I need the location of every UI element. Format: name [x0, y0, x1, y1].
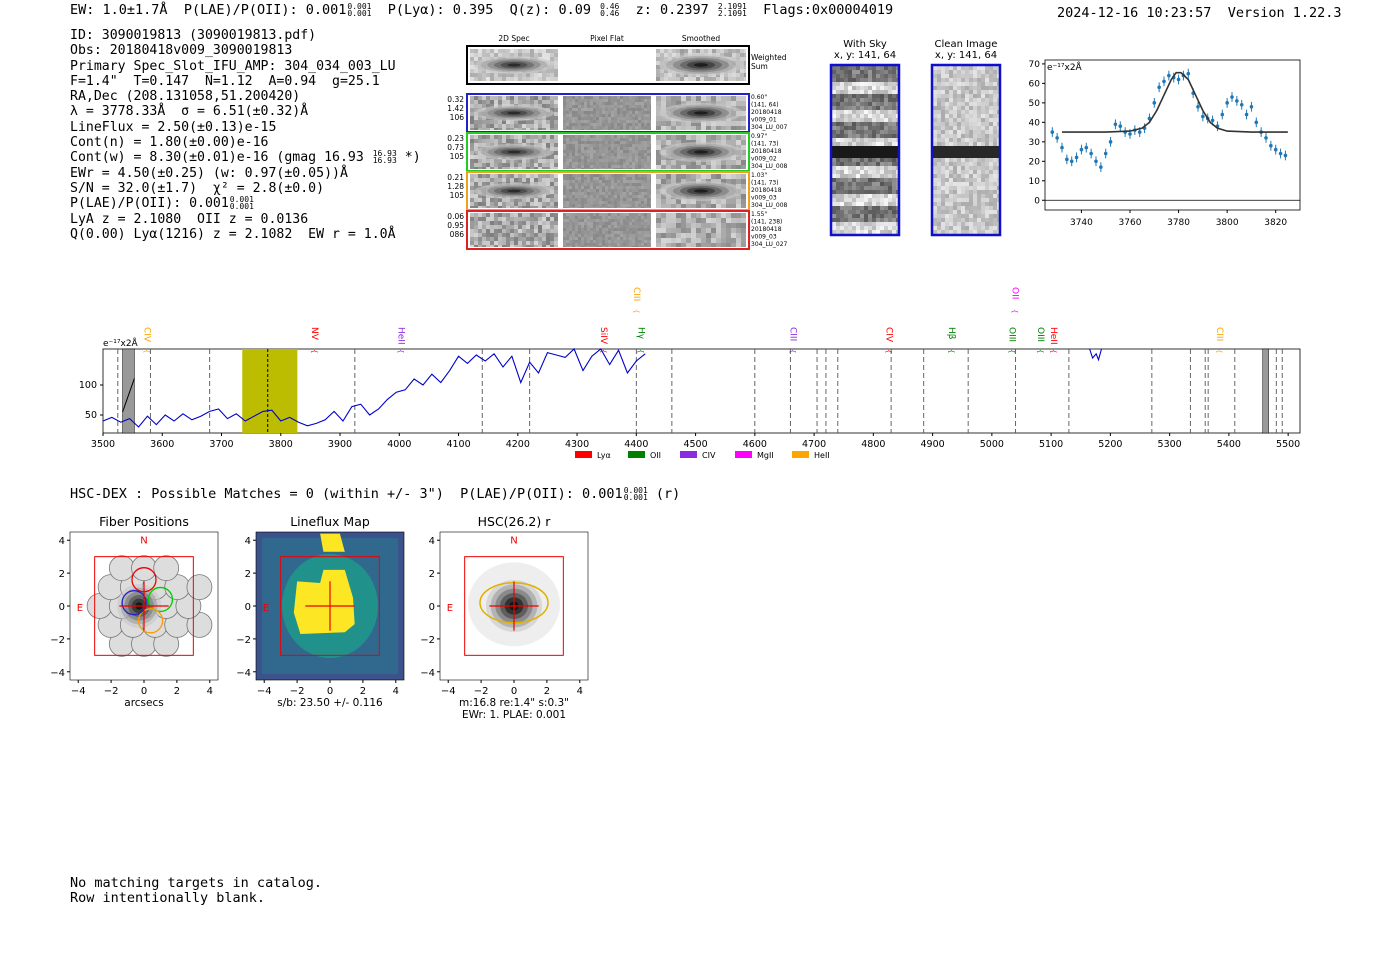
panel-ytick-label: 2	[244, 569, 251, 581]
fit-xtick-label: 3780	[1167, 218, 1191, 228]
panel-xlabel: s/b: 23.50 +/- 0.116	[277, 697, 383, 709]
panel-xtick-label: −2	[103, 686, 119, 697]
cutout-row-right-label: v009_03	[751, 194, 777, 202]
row-2dspec-source	[474, 144, 554, 160]
cutout-row-left-label: 0.23	[447, 134, 464, 143]
fit-data-point	[1114, 122, 1118, 126]
cutout-row-left-label: 086	[449, 230, 464, 239]
panel-xtick-label: 2	[543, 686, 551, 697]
fit-data-point	[1196, 105, 1200, 109]
panel-ytick-label: 0	[244, 602, 251, 613]
spectrum-xtick-label: 4700	[801, 439, 827, 450]
fit-data-point	[1084, 146, 1088, 150]
panel-xlabel: m:16.8 re:1.4" s:0.3"	[459, 697, 569, 709]
spectral-line-bracket: {	[884, 349, 893, 354]
spectral-line-bracket: {	[636, 349, 645, 354]
cutout-row-right-label: v009_01	[751, 116, 777, 124]
info-lambda: λ = 3778.33Å σ = 6.51(±0.32)Å	[70, 104, 309, 120]
info-id: ID: 3090019813 (3090019813.pdf)	[70, 28, 317, 43]
spectral-line-label: OIII	[1035, 327, 1046, 343]
fit-data-point	[1201, 115, 1205, 119]
with-sky-image	[832, 66, 900, 234]
cutout-row-right-label: (141, 73)	[751, 179, 779, 187]
weighted-2dspec-source	[474, 56, 554, 74]
fit-data-point	[1109, 140, 1113, 144]
cutout-row-right-label: 304_LU_027	[751, 241, 788, 248]
row-2dspec	[470, 213, 558, 247]
hsc-dex-line: HSC-DEX : Possible Matches = 0 (within +/- 3") P(LAE)/P(OII): 0.001 0.001 0.001 (r)	[70, 486, 681, 502]
panel-ytick-label: 0	[58, 602, 65, 613]
spectrum-xtick-label: 4400	[624, 439, 649, 450]
spectral-line-bracket: {	[310, 349, 319, 354]
spectral-line-bracket: {	[631, 309, 640, 314]
panel-xtick-label: −2	[473, 686, 489, 697]
spectral-line-bracket: {	[1010, 309, 1019, 314]
cutout-row-right-label: 304_LU_008	[751, 163, 788, 170]
fit-data-point	[1254, 121, 1258, 125]
fit-data-point	[1279, 152, 1283, 156]
fit-ytick-label: 30	[1028, 137, 1040, 148]
panel-ytick-label: −4	[420, 667, 435, 679]
fit-ytick-label: 50	[1028, 98, 1040, 109]
legend-label: CIV	[702, 451, 716, 460]
legend-swatch	[792, 451, 809, 458]
spectral-line-label: CIV	[141, 327, 152, 343]
row-pixel-flat	[563, 213, 651, 247]
spectrum-xtick-label: 4000	[387, 439, 412, 450]
info-slot: Primary Spec_Slot_IFU_AMP: 304_034_003_LU	[70, 58, 396, 74]
cutout-row-right-label: 1.55"	[751, 211, 768, 218]
spectral-line-bracket: {	[1036, 349, 1045, 354]
spectral-line-bracket: {	[598, 349, 607, 354]
legend-label: MgII	[757, 451, 774, 460]
sky-image-coords: x, y: 141, 64	[934, 50, 998, 61]
info-radec: RA,Dec (208.131058,51.200420)	[70, 89, 301, 105]
fit-data-point	[1230, 95, 1234, 99]
spectral-line-label: SiIV	[597, 327, 608, 345]
cutout-row-right-label: 20180418	[751, 148, 782, 155]
cutout-row-right-label: 1.03"	[751, 172, 768, 179]
spectral-line-bracket: {	[788, 349, 797, 354]
cutout-row-left-label: 0.95	[447, 221, 464, 230]
line-window-highlight	[242, 349, 297, 433]
cutout-row-right-label: 304_LU_007	[751, 124, 788, 131]
fit-xtick-label: 3740	[1069, 218, 1093, 228]
fit-data-point	[1211, 119, 1215, 123]
fit-data-point	[1070, 159, 1074, 163]
sky-images	[820, 35, 1020, 245]
spectral-line-bracket: {	[396, 349, 405, 354]
fit-data-point	[1167, 74, 1171, 78]
version: Version 1.22.3	[1227, 5, 1342, 21]
spectral-line-bracket: {	[1049, 349, 1058, 354]
flags-value: Flags:0x00004019	[763, 2, 894, 18]
spectral-line-label: Hβ	[946, 327, 957, 340]
panel-ytick-label: 2	[58, 569, 65, 581]
catalog-note-line-2: Row intentionally blank.	[70, 890, 266, 906]
fit-xtick-label: 3800	[1215, 218, 1239, 228]
row-2dspec-source	[474, 105, 554, 121]
fit-data-point	[1220, 113, 1224, 117]
spectral-line-label: CIII	[630, 287, 641, 302]
sky-image-coords: x, y: 141, 64	[833, 50, 897, 61]
info-lya: LyA z = 2.1080 OII z = 0.0136	[70, 211, 309, 227]
header-line	[70, 2, 893, 18]
fit-data-point	[1157, 85, 1161, 89]
panel-ytick-label: 4	[428, 536, 435, 548]
fit-data-point	[1055, 136, 1059, 140]
fit-data-point	[1186, 72, 1190, 76]
fit-data-point	[1128, 132, 1132, 136]
cutout-row-right-label: (141, 238)	[751, 218, 783, 226]
spectral-line-label: CIV	[883, 327, 894, 343]
spectrum-xtick-label: 5300	[1157, 439, 1182, 450]
spectral-line-label: OII	[1009, 287, 1020, 300]
info-sn: S/N = 32.0(±1.7) χ² = 2.8(±0.0)	[70, 180, 325, 196]
sky-band	[1263, 349, 1269, 433]
legend-swatch	[680, 451, 697, 458]
spectral-line-label: CIII	[1214, 327, 1225, 342]
panel-xtick-label: 2	[173, 686, 181, 697]
cutout-row-right-label: v009_02	[751, 155, 777, 163]
spectral-line-label: HeII	[395, 327, 406, 345]
fit-data-point	[1264, 136, 1268, 140]
sky-image-title: With Sky	[843, 39, 887, 50]
panel-ytick-label: −2	[236, 634, 251, 646]
cutout-row-right-label: 20180418	[751, 226, 782, 233]
legend-label: Lyα	[597, 451, 611, 460]
fit-data-point	[1245, 113, 1249, 117]
spectrum-xtick-label: 3600	[150, 439, 175, 450]
sky-image-title: Clean Image	[934, 39, 998, 50]
spectrum-xtick-label: 4500	[683, 439, 708, 450]
z-bounds: 2.1091 2.1091	[717, 2, 747, 18]
panel-xtick-label: 4	[392, 686, 399, 697]
info-contw: Cont(w) = 8.30(±0.01)e-16 (gmag 16.93 16.93 16.93 *)	[70, 149, 421, 166]
clean-image	[933, 66, 1001, 234]
plae-bounds: 0.001 0.001	[347, 2, 372, 18]
spectral-line-bracket: {	[142, 349, 151, 354]
cutout-row-right-label: 20180418	[751, 109, 782, 116]
spectral-line-label: OIII	[1006, 327, 1017, 343]
plae-value: P(LAE)/P(OII): 0.001	[183, 2, 347, 18]
qz-value: Q(z): 0.09	[509, 2, 591, 18]
cutout-row-right-label: 0.60"	[751, 94, 768, 101]
spectrum-xtick-label: 5200	[1098, 439, 1123, 450]
spectrum-xtick-label: 4600	[742, 439, 767, 450]
fit-ytick-label: 20	[1028, 157, 1040, 168]
panel-ytick-label: 0	[428, 602, 435, 613]
weighted-label-1: Weighted	[751, 53, 787, 62]
fit-data-point	[1177, 78, 1181, 82]
cutout-column-title: Smoothed	[681, 34, 721, 43]
spectrum-xtick-label: 5400	[1216, 439, 1241, 450]
panel-xtick-label: −4	[440, 686, 456, 697]
spectrum-xtick-label: 4900	[920, 439, 945, 450]
spectral-line-bracket: {	[947, 349, 956, 354]
cutout-row-right-label: 20180418	[751, 187, 782, 194]
cutout-row-left-label: 105	[449, 191, 464, 200]
fit-data-point	[1235, 99, 1239, 103]
spectrum-xtick-label: 3700	[209, 439, 234, 450]
spectral-line-label: NV	[309, 327, 320, 340]
panel-ytick-label: −4	[50, 667, 65, 679]
panel-xtick-label: 0	[326, 686, 334, 697]
info-obs: Obs: 20180418v009_3090019813	[70, 43, 293, 59]
row-smoothed	[656, 213, 746, 247]
fit-data-point	[1162, 80, 1166, 84]
legend-label: HeII	[814, 451, 830, 460]
cutout-row-right-label: (141, 64)	[751, 101, 779, 109]
fit-data-point	[1075, 156, 1079, 160]
panel-ytick-label: −4	[236, 667, 251, 679]
spectral-line-label: HeII	[1048, 327, 1059, 345]
panel-xtick-label: −4	[256, 686, 272, 697]
panel-xtick-label: 2	[359, 686, 367, 697]
panel-title: HSC(26.2) r	[477, 514, 551, 529]
fit-data-point	[1050, 130, 1054, 134]
fit-ytick-label: 40	[1028, 118, 1040, 129]
fit-ytick-label: 60	[1028, 79, 1040, 90]
cutout-row-left-label: 1.28	[447, 182, 464, 191]
cutout-row-left-label: 0.32	[447, 95, 464, 104]
cutout-row-right-label: 304_LU_008	[751, 202, 788, 209]
cutout-column-title: Pixel Flat	[590, 34, 624, 43]
fit-data-point	[1060, 146, 1064, 150]
spectrum-xtick-label: 3800	[268, 439, 293, 450]
fit-data-point	[1080, 148, 1084, 152]
spectral-line-bracket: {	[1007, 349, 1016, 354]
timestamp: 2024-12-16 10:23:57	[1057, 5, 1212, 21]
spectral-line-bracket: {	[1215, 349, 1224, 354]
row-pixel-flat	[563, 174, 651, 208]
cutout-row-left-label: 0.73	[447, 143, 464, 152]
info-q: Q(0.00) Lyα(1216) z = 2.1082 EW r = 1.0Å	[70, 226, 396, 242]
panel-title: Fiber Positions	[99, 514, 189, 529]
panel-xtick-label: 0	[140, 686, 148, 697]
cutout-row-left-label: 1.42	[447, 104, 464, 113]
info-plae: P(LAE)/P(OII): 0.001 0.001 0.001	[70, 195, 254, 212]
timestamp-version	[1057, 5, 1342, 21]
fit-data-point	[1138, 130, 1142, 134]
ew-value: EW: 1.0±1.7Å	[70, 2, 168, 18]
cutout-row-left-label: 105	[449, 152, 464, 161]
spectrum-xtick-label: 5500	[1276, 439, 1301, 450]
north-label: N	[510, 535, 518, 547]
fit-xtick-label: 3820	[1264, 218, 1288, 228]
cutout-row-left-label: 0.06	[447, 212, 464, 221]
info-lineflux: LineFlux = 2.50(±0.13)e-15	[70, 119, 277, 135]
cutout-row-right-label: v009_03	[751, 233, 777, 241]
fit-data-point	[1269, 144, 1273, 148]
fit-data-point	[1284, 154, 1288, 158]
spectrum-xtick-label: 3500	[90, 439, 116, 450]
cutout-row-left-label: 106	[449, 113, 464, 122]
panel-ytick-label: 4	[244, 536, 251, 548]
panel-ytick-label: 2	[428, 569, 435, 581]
catalog-note	[70, 876, 322, 906]
spectral-line-label: CIII	[787, 327, 798, 342]
panel-xtick-label: 0	[510, 686, 518, 697]
fit-xtick-label: 3760	[1118, 218, 1142, 228]
cutout-column-title: 2D Spec	[498, 34, 530, 43]
east-label: E	[446, 602, 454, 614]
fit-data-point	[1118, 124, 1122, 128]
row-smoothed-source	[659, 103, 743, 123]
fit-data-point	[1065, 158, 1069, 162]
row-pixel-flat	[563, 135, 651, 169]
spectrum-xtick-label: 4300	[564, 439, 590, 450]
fit-ylabel: e⁻¹⁷x2Å	[1047, 63, 1082, 73]
legend-swatch	[735, 451, 752, 458]
legend-swatch	[575, 451, 592, 458]
line-fit-chart	[1025, 50, 1345, 230]
panel-title: Lineflux Map	[290, 514, 370, 529]
info-ewr: EWr = 4.50(±0.25) (w: 0.97(±0.05))Å	[70, 165, 348, 181]
qz-bounds: 0.46 0.46	[600, 2, 620, 18]
spectrum-ylabel: e⁻¹⁷x2Å	[103, 339, 138, 349]
fiber-cutouts	[440, 30, 800, 255]
panel-xtick-label: 4	[576, 686, 583, 697]
spectrum-xtick-label: 5000	[979, 439, 1004, 450]
z-value: z: 0.2397	[635, 2, 709, 18]
panel-xlabel-2: EWr: 1. PLAE: 0.001	[461, 709, 567, 721]
cutout-row-right-label: 0.97"	[751, 133, 768, 140]
spectrum-xtick-label: 4100	[446, 439, 471, 450]
fit-plot-frame	[1045, 60, 1300, 210]
legend-swatch	[628, 451, 645, 458]
fit-data-point	[1152, 101, 1156, 105]
full-spectrum-chart	[80, 275, 1320, 460]
spectrum-xtick-label: 4200	[505, 439, 530, 450]
panel-xtick-label: −2	[289, 686, 305, 697]
fit-data-point	[1240, 103, 1244, 107]
spectral-line-label: Hγ	[635, 327, 646, 340]
panel-xlabel: arcsecs	[124, 697, 164, 709]
cutout-row-left-label: 0.21	[447, 173, 464, 182]
panel-ytick-label: −2	[50, 634, 65, 646]
row-smoothed-source	[659, 142, 743, 162]
detection-info	[70, 28, 421, 242]
east-label: E	[76, 602, 84, 614]
row-2dspec-source	[474, 183, 554, 199]
fit-data-point	[1104, 152, 1108, 156]
fit-ytick-label: 0	[1034, 196, 1040, 207]
fit-data-point	[1094, 159, 1098, 163]
spectrum-ytick-label: 100	[78, 380, 97, 391]
fit-data-point	[1089, 152, 1093, 156]
plya-value: P(Lyα): 0.395	[387, 2, 494, 18]
north-label: N	[140, 535, 148, 547]
info-params: F=1.4" T=0.147 N=1.12 A=0.94 g=25.1	[70, 73, 380, 89]
image-panels	[50, 510, 610, 725]
panel-ytick-label: −2	[420, 634, 435, 646]
spectrum-xtick-label: 4800	[861, 439, 886, 450]
weighted-smoothed-source	[659, 54, 743, 76]
spectrum-xtick-label: 5100	[1039, 439, 1064, 450]
fit-ytick-label: 10	[1028, 176, 1040, 187]
fit-data-point	[1225, 101, 1229, 105]
spectrum-ytick-label: 50	[84, 410, 97, 421]
cutout-row-right-label: (141, 73)	[751, 140, 779, 148]
info-contn: Cont(n) = 1.80(±0.00)e-16	[70, 135, 269, 151]
weighted-label-2: Sum	[751, 62, 768, 71]
fit-ytick-label: 70	[1028, 59, 1040, 70]
fit-data-point	[1250, 105, 1254, 109]
panel-xtick-label: −4	[70, 686, 86, 697]
spectrum-xtick-label: 3900	[327, 439, 353, 450]
row-smoothed-source	[659, 181, 743, 201]
panel-ytick-label: 4	[58, 536, 65, 548]
legend-label: OII	[650, 451, 662, 460]
row-pixel-flat	[563, 96, 651, 130]
catalog-note-line-1: No matching targets in catalog.	[70, 875, 322, 891]
fit-data-point	[1274, 148, 1278, 152]
fit-data-point	[1099, 165, 1103, 169]
panel-xtick-label: 4	[206, 686, 213, 697]
east-label: E	[262, 602, 270, 614]
